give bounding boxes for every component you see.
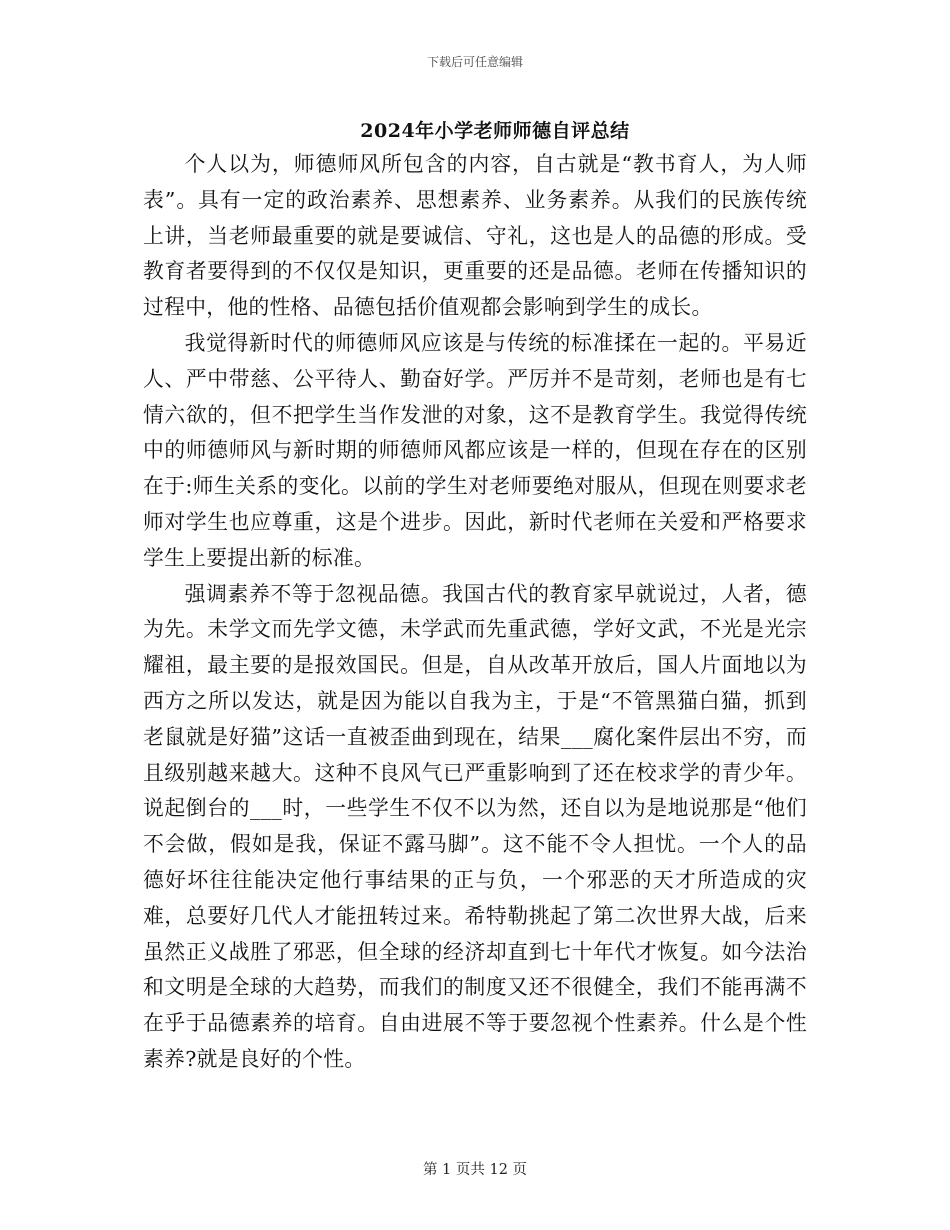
page-footer: 第 1 页共 12 页: [422, 1162, 528, 1178]
document-title: 2024年小学老师师德自评总结: [360, 120, 630, 142]
paragraph: 我觉得新时代的师德师风应该是与传统的标准揉在一起的。平易近人、严中带慈、公平待人、勤奋好学。严厉并不是苛刻，老师也是有七情六欲的，但不把学生当作发泄的对象，这不是教育学生。我觉得传统中的师德师风与新时期的师德师风都应该是一样的，但现在存在的区别在于:师生关系的变化。以前的学生对老师要绝对服从，但现在则要求老师对学生也应尊重，这是个进步。因此，新时代老师在关爱和严格要求学生上要提出新的标准。: [143, 330, 807, 570]
header-note: 下载后可任意编辑: [426, 55, 523, 69]
document-body: [143, 147, 807, 1078]
paragraph: 个人以为，师德师风所包含的内容，自古就是“教书育人，为人师表”。具有一定的政治素养、思想素养、业务素养。从我们的民族传统上讲，当老师最重要的就是要诚信、守礼，这也是人的品德的形成。受教育者要得到的不仅仅是知识，更重要的还是品德。老师在传播知识的过程中，他的性格、品德包括价值观都会影响到学生的成长。: [143, 152, 807, 320]
paragraph: 强调素养不等于忽视品德。我国古代的教育家早就说过，人者，德为先。未学文而先学文德，未学武而先重武德，学好文武，不光是光宗耀祖，最主要的是报效国民。但是，自从改革开放后，国人片面地以为西方之所以发达，就是因为能以自我为主，于是“不管黑猫白猫，抓到老鼠就是好猫”这话一直被歪曲到现在，结果___腐化案件层出不穷，而且级别越来越大。这种不良风气已严重影响到了还在校求学的青少年。说起倒台的___时，一些学生不仅不以为然，还自以为是地说那是“他们不会做，假如是我，保证不露马脚”。这不能不令人担忧。一个人的品德好坏往往能决定他行事结果的正与负，一个邪恶的天才所造成的灾难，总要好几代人才能扭转过来。希特勒挑起了第二次世界大战，后来虽然正义战胜了邪恶，但全球的经济却直到七十年代才恢复。如今法治和文明是全球的大趋势，而我们的制度又还不很健全，我们不能再满不在乎于品德素养的培育。自由进展不等于要忽视个性素养。什么是个性素养?就是良好的个性。: [143, 581, 807, 1071]
